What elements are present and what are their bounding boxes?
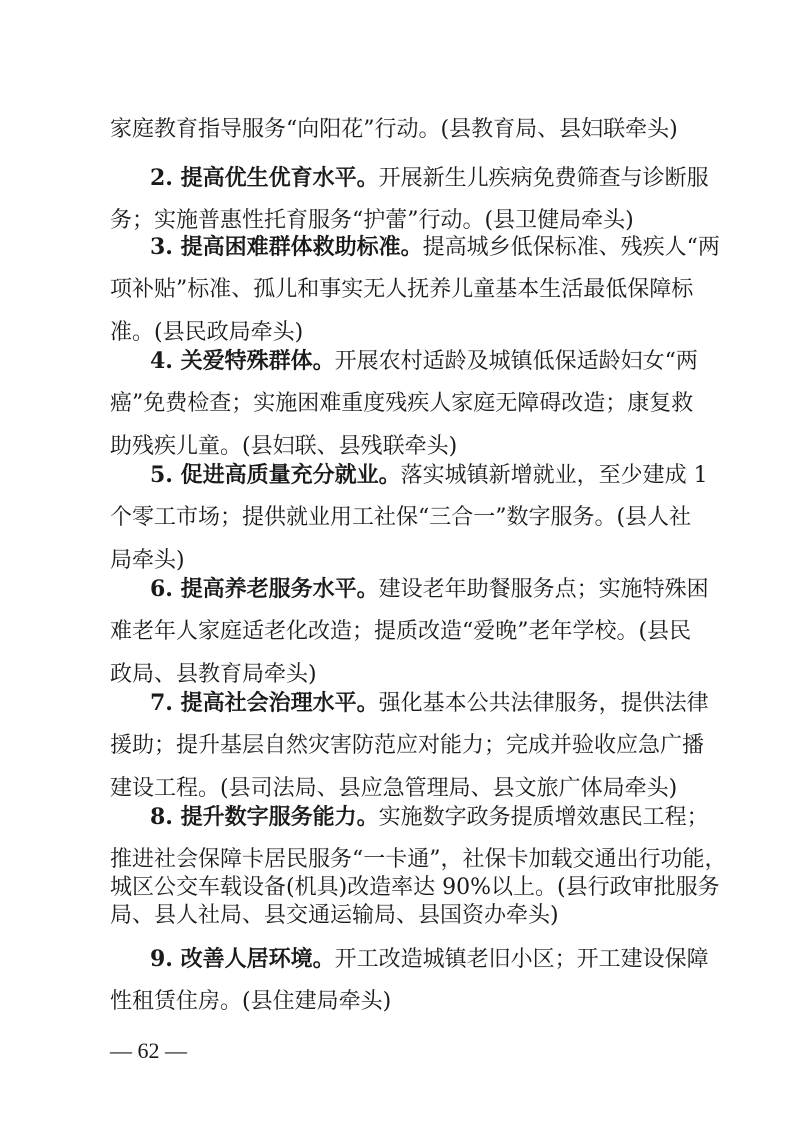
paragraph-line xyxy=(110,898,690,934)
body-text: 建设工程。(县司法局、县应急管理局、县文旅广体局牵头) xyxy=(110,776,678,801)
body-text: 政局、县教育局牵头) xyxy=(110,662,317,687)
item-heading: 8. 提升数字服务能力。 xyxy=(150,804,379,830)
paragraph-line xyxy=(110,500,690,536)
body-text: 性租赁住房。(县住建局牵头) xyxy=(110,989,392,1014)
body-text: 项补贴”标准、孤儿和事实无人抚养儿童基本生活最低保障标 xyxy=(110,277,694,302)
body-text: 落实城镇新增就业，至少建成 1 xyxy=(400,463,708,488)
body-text: 开展农村适龄及城镇低保适龄妇女“两 xyxy=(334,349,698,374)
body-text: 援助；提升基层自然灾害防范应对能力；完成并验收应急广播 xyxy=(110,733,705,758)
paragraph-line xyxy=(110,112,690,148)
paragraph-line xyxy=(110,728,705,764)
paragraph-line xyxy=(150,571,709,607)
paragraph-line xyxy=(150,941,709,977)
body-text: 城区公交车载设备(机具)改造率达 90%以上。(县行政审批服务 xyxy=(110,875,720,900)
paragraph-line xyxy=(110,386,694,422)
body-text: 提高城乡低保标准、残疾人“两 xyxy=(422,235,720,260)
paragraph-line xyxy=(150,229,720,265)
body-text: 局、县人社局、县交通运输局、县国资办牵头) xyxy=(110,903,559,928)
body-text: 癌”免费检查；实施困难重度残疾人家庭无障碍改造；康复救 xyxy=(110,391,694,416)
paragraph-line xyxy=(150,799,709,835)
body-text: 开工改造城镇老旧小区；开工建设保障 xyxy=(334,947,709,972)
paragraph-line xyxy=(150,343,698,379)
item-heading: 6. 提高养老服务水平。 xyxy=(150,576,379,602)
body-text: 难老年人家庭适老化改造；提质改造“爱晚”老年学校。(县民 xyxy=(110,619,692,644)
item-heading: 9. 改善人居环境。 xyxy=(150,946,335,972)
body-text: 准。(县民政局牵头) xyxy=(110,320,304,345)
item-heading: 5. 促进高质量充分就业。 xyxy=(150,462,401,488)
body-text: 强化基本公共法律服务，提供法律 xyxy=(378,691,709,716)
body-text: 个零工市场；提供就业用工社保“三合一”数字服务。(县人社 xyxy=(110,505,692,530)
item-heading: 4. 关爱特殊群体。 xyxy=(150,348,335,374)
paragraph-line xyxy=(110,614,690,650)
paragraph-line xyxy=(150,457,708,493)
body-text: 助残疾儿童。(县妇联、县残联牵头) xyxy=(110,434,458,459)
body-text: 实施数字政务提质增效惠民工程； xyxy=(378,805,709,830)
paragraph-line xyxy=(150,685,709,721)
body-text: 家庭教育指导服务“向阳花”行动。(县教育局、县妇联牵头) xyxy=(110,117,678,142)
body-text: 开展新生儿疾病免费筛查与诊断服 xyxy=(378,166,709,191)
paragraph-line xyxy=(110,984,690,1020)
body-text: 推进社会保障卡居民服务“一卡通”，社保卡加载交通出行功能， xyxy=(110,847,727,872)
page-number: — 62 — xyxy=(110,1038,187,1063)
paragraph-line xyxy=(150,160,709,196)
item-heading: 2. 提高优生优育水平。 xyxy=(150,165,379,191)
body-text: 务；实施普惠性托育服务“护蕾”行动。(县卫健局牵头) xyxy=(110,208,634,233)
item-heading: 3. 提高困难群体救助标准。 xyxy=(150,234,423,260)
paragraph-line xyxy=(110,272,694,308)
body-text: 建设老年助餐服务点；实施特殊困 xyxy=(378,577,709,602)
body-text: 局牵头) xyxy=(110,548,185,573)
item-heading: 7. 提高社会治理水平。 xyxy=(150,690,379,716)
